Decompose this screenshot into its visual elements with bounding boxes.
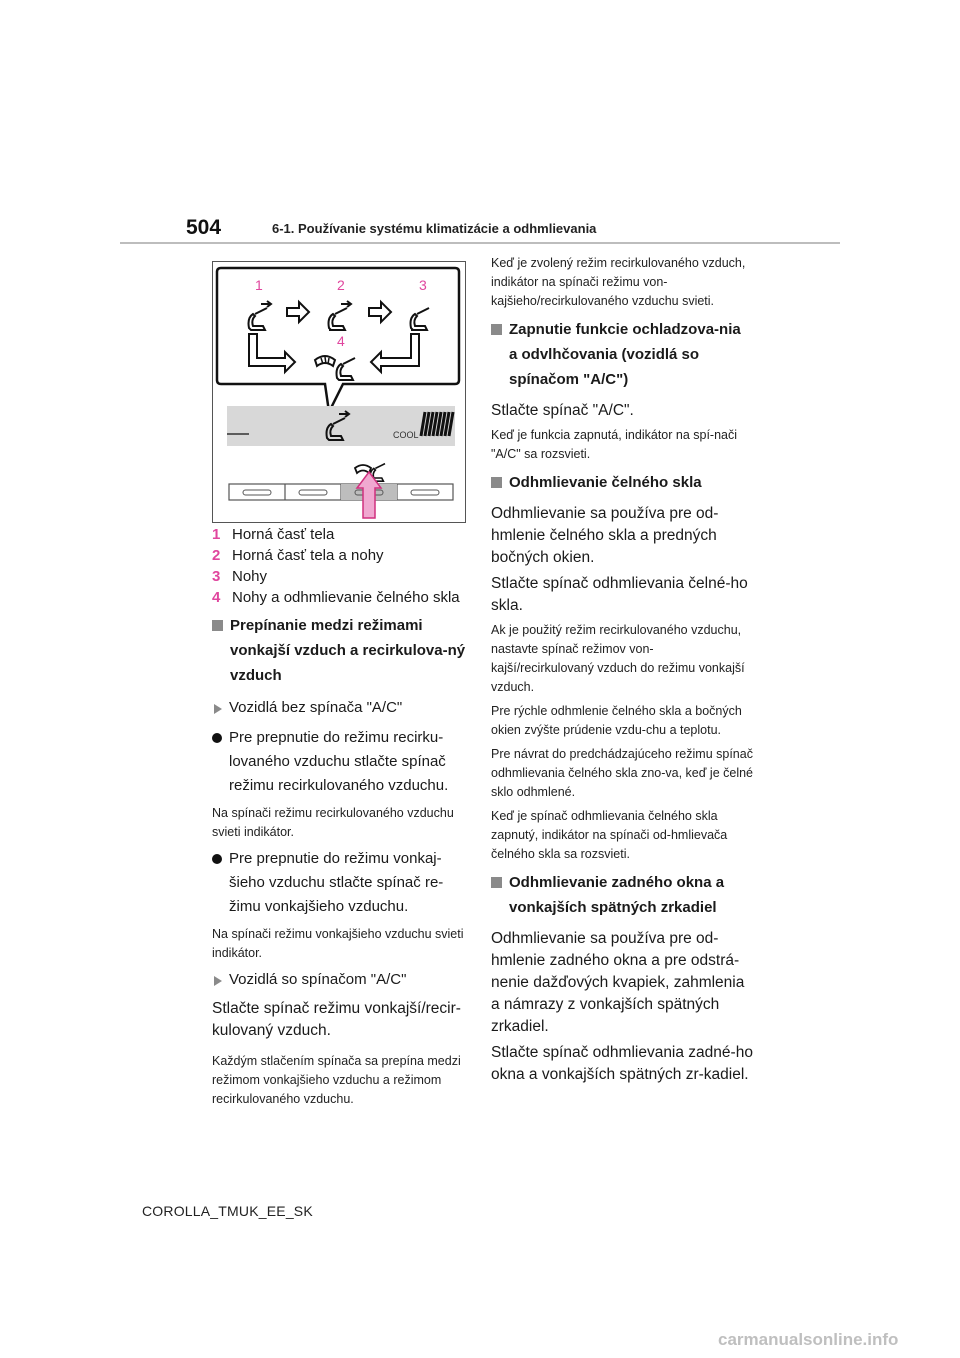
bullet-outside-air: Pre prepnutie do režimu vonkaj-šieho vzduchu stlačte spínač re-žimu vonkajšieho vzduchu.	[212, 847, 467, 919]
page-number: 504	[186, 216, 222, 239]
body-defog-purpose: Odhmlievanie sa používa pre od-hmlenie čelného skla a predných bočných okien.	[491, 505, 719, 566]
callout-4: 4	[337, 333, 345, 349]
body-press-rear-defog: Stlačte spínač odhmlievania zadné-ho okna a vonkajších spätných zr-kadiel.	[491, 1044, 753, 1083]
bullet-recirculation: Pre prepnutie do režimu recirku-lovaného vzduchu stlačte spínač režimu recirkulovaného vzduchu.	[212, 726, 467, 798]
subheading-no-ac: Vozidlá bez spínača "A/C"	[212, 696, 467, 720]
legend-item-4	[212, 589, 462, 607]
square-bullet-icon	[491, 477, 502, 488]
note-toggle: Každým stlačením spínača sa prepína medzi režimom vonkajšieho vzduchu a režimom recirkulovaného vzduchu.	[212, 1054, 461, 1106]
legend-num: 3	[212, 568, 221, 585]
legend-text: Nohy	[232, 568, 268, 585]
square-bullet-icon	[491, 324, 502, 335]
heading-rear-defog: Odhmlievanie zadného okna a vonkajších spätných zrkadiel	[491, 870, 753, 920]
legend-num: 2	[212, 547, 221, 564]
note-recirc-defog: Ak je použitý režim recirkulovaného vzduchu, nastavte spínač režimov von-kajší/recirkulovaný vzduch do režimu vonkajší vzduch.	[491, 623, 745, 694]
note-recirc-selected: Keď je zvolený režim recirkulovaného vzduch, indikátor na spínači režimu von-kajšieho/recirkulovaného vzduchu svieti.	[491, 256, 746, 308]
heading-cooling: Zapnutie funkcie ochladzova-nia a odvlhčovania (vozidlá so spínačom "A/C")	[491, 317, 753, 392]
note-defog-indicator: Keď je spínač odhmlievania čelného skla zapnutý, indikátor na spínači od-hmlievača čelného skla sa rozsvieti.	[491, 809, 728, 861]
right-column	[491, 254, 753, 1090]
callout-1: 1	[255, 277, 263, 293]
left-column	[212, 526, 467, 1114]
legend-item-2	[212, 547, 467, 565]
legend-text: Horná časť tela a nohy	[232, 547, 384, 564]
callout-2: 2	[337, 277, 345, 293]
triangle-bullet-icon	[214, 976, 222, 986]
legend-text: Nohy a odhmlievanie čelného skla	[232, 589, 460, 606]
note-return-mode: Pre návrat do predchádzajúceho režimu spínač odhmlievania čelného skla zno-va, keď je čelné sklo odhmlené.	[491, 747, 753, 799]
note-quick-defog: Pre rýchle odhmlenie čelného skla a bočných okien zvýšte prúdenie vzdu-chu a teplotu.	[491, 704, 742, 737]
header-divider	[120, 242, 840, 244]
legend-item-1	[212, 526, 467, 544]
mode-diagram	[213, 262, 465, 522]
note-outside-indicator: Na spínači režimu vonkajšieho vzduchu svieti indikátor.	[212, 927, 464, 960]
square-bullet-icon	[212, 620, 223, 631]
subheading-with-ac: Vozidlá so spínačom "A/C"	[212, 968, 467, 992]
body-rear-defog-purpose: Odhmlievanie sa používa pre od-hmlenie zadného okna a pre odstrá-nenie dažďových kvapiek, zahmlenia a námrazy z vonkajších spätných zrkadiel.	[491, 930, 745, 1035]
body-press-switch: Stlačte spínač režimu vonkajší/recir-kulovaný vzduch.	[212, 1000, 461, 1039]
legend-num: 1	[212, 526, 221, 543]
doc-code: COROLLA_TMUK_EE_SK	[142, 1203, 313, 1219]
note-ac-indicator: Keď je funkcia zapnutá, indikátor na spí-nači "A/C" sa rozsvieti.	[491, 428, 738, 461]
square-bullet-icon	[491, 877, 502, 888]
bullet-dot-icon	[212, 854, 222, 864]
display-cool-label: COOL	[393, 430, 419, 440]
watermark: carmanualsonline.info	[718, 1330, 899, 1349]
body-press-ac: Stlačte spínač "A/C".	[491, 402, 634, 419]
legend-item-3	[212, 568, 467, 586]
heading-windshield-defog: Odhmlievanie čelného skla	[491, 470, 753, 495]
legend-num: 4	[212, 589, 221, 606]
bullet-dot-icon	[212, 733, 222, 743]
section-title: 6-1. Používanie systému klimatizácie a odhmlievania	[272, 221, 597, 236]
callout-3: 3	[419, 277, 427, 293]
heading-air-intake: Prepínanie medzi režimami vonkajší vzduch a recirkulova-ný vzduch	[212, 613, 467, 688]
legend-text: Horná časť tela	[232, 526, 335, 543]
note-recirc-indicator: Na spínači režimu recirkulovaného vzduchu svieti indikátor.	[212, 806, 454, 839]
triangle-bullet-icon	[214, 704, 222, 714]
body-press-defog: Stlačte spínač odhmlievania čelné-ho skla.	[491, 575, 748, 614]
climate-mode-figure	[212, 261, 466, 523]
